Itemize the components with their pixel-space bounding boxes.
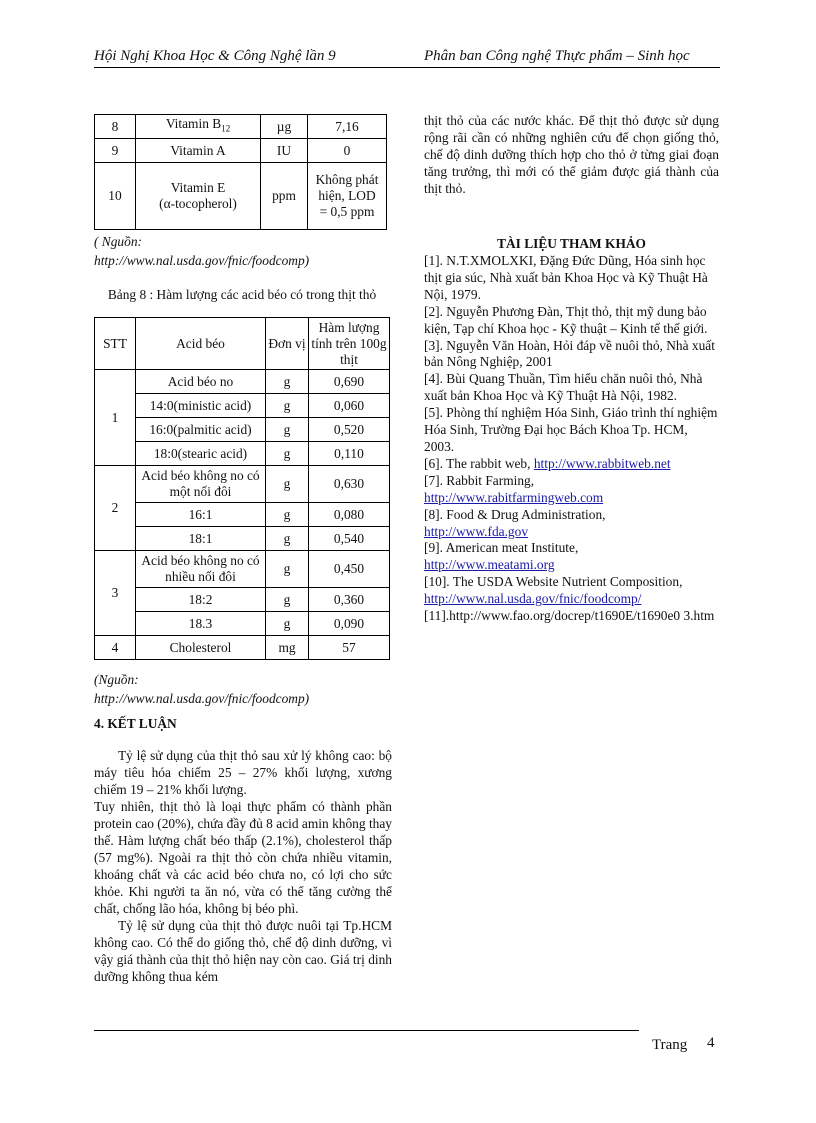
fatty-acid-table: [94, 317, 390, 660]
table-row: 18:1 g 0,540: [95, 527, 390, 551]
reference-item: [4]. Bùi Quang Thuần, Tìm hiểu chăn nuôi thỏ, Nhà xuất bản Khoa Học và Kỹ Thuật Hà Nội, 1982.: [424, 371, 703, 404]
table-row: 8 Vitamin $B_{12}$ µg 7,16: [95, 115, 387, 139]
reference-link[interactable]: http://www.fda.gov: [424, 523, 529, 539]
references-heading: TÀI LIỆU THAM KHẢO: [497, 236, 646, 251]
table-row: 10 Vitamin E (α-tocopherol) ppm Không phát hiện, LOD = 0,5 ppm: [95, 163, 387, 230]
table-row: 18.3 g 0,090: [95, 612, 390, 636]
table-row: 3 Acid béo không no có nhiều nối đôi g 0,450: [95, 551, 390, 588]
table-caption: Bảng 8 : Hàm lượng các acid béo có trong thịt thỏ: [107, 287, 377, 302]
reference-item: [9]. American meat Institute, http://www.meatami.org: [424, 540, 579, 573]
reference-link[interactable]: http://www.nal.usda.gov/fnic/foodcomp/: [424, 591, 642, 607]
footer-label: Trang: [652, 1037, 688, 1053]
reference-link[interactable]: http://www.meatami.org: [424, 557, 555, 573]
header-right: Phân ban Công nghệ Thực phẩm – Sinh học: [424, 48, 690, 64]
reference-item: [3]. Nguyễn Văn Hoàn, Hỏi đáp về nuôi thỏ, Nhà xuất bản Nông Nghiệp, 2001: [424, 337, 715, 370]
table-row: 1 Acid béo no g 0,690: [95, 370, 390, 394]
conclusion-continued: thịt thỏ của các nước khác. Để thịt thỏ được sử dụng rộng rãi cần có những nghiên cứu để chọn giống thỏ, chế độ dinh dưỡng thích hợp cho thỏ ở từng giai đoạn tăng trưởng, thì mới có thể giảm được giá thành của thịt thỏ.: [424, 113, 719, 196]
table-row: 14:0(ministic acid) g 0,060: [95, 394, 390, 418]
reference-item: [7]. Rabbit Farming, http://www.rabitfarmingweb.com: [424, 472, 604, 505]
header-rule: [94, 67, 720, 68]
source-note: (Nguồn: http://www.nal.usda.gov/fnic/foodcomp): [94, 672, 310, 706]
reference-item: [6]. The rabbit web, http://www.rabbitweb.net: [424, 455, 671, 471]
conclusion-text: Tỷ lệ sử dụng của thịt thỏ sau xử lý không cao: bộ máy tiêu hóa chiếm 25 – 27% khối lượng, xương chiếm 19 – 21% khối lượng. Tuy nhiên, thịt thỏ là loại thực phẩm có thành phần protein cao (20%), chứa đầy đủ 8 acid amin không thay thế. Hàm lượng chất béo thấp (2.1%), cholesterol thấp (57 mg%). Ngoài ra thịt thỏ còn chứa nhiều vitamin, khoáng chất và các acid béo chưa no, có lợi cho sức khỏe. Khi người ta ăn nó, vừa có thể tăng cường thể chất, chống lão hóa, không bị béo phì. Tỷ lệ sử dụng của thịt thỏ được nuôi tại Tp.HCM không cao. Có thể do giống thỏ, chế độ dinh dưỡng, vì vậy giá thành của thịt thỏ hiện nay còn cao. Giá trị dinh dưỡng không thua kém: [94, 748, 392, 984]
table-row: 2 Acid béo không no có một nối đôi g 0,630: [95, 466, 390, 503]
header-left: Hội Nghị Khoa Học & Công Nghệ lần 9: [94, 48, 336, 64]
reference-link[interactable]: http://www.rabitfarmingweb.com: [424, 489, 604, 505]
reference-link[interactable]: http://www.rabbitweb.net: [533, 455, 671, 471]
reference-item: [10]. The USDA Website Nutrient Composition, http://www.nal.usda.gov/fnic/foodcomp/: [424, 574, 683, 607]
table-row: 4 Cholesterol mg 57: [95, 636, 390, 660]
reference-item: [8]. Food & Drug Administration, http://www.fda.gov: [424, 506, 606, 539]
reference-item: [11].http://www.fao.org/docrep/t1690E/t1690e0 3.htm: [424, 608, 715, 624]
source-note: ( Nguồn: http://www.nal.usda.gov/fnic/foodcomp): [94, 234, 310, 268]
reference-item: [1]. N.T.XMOLXKI, Đặng Đức Dũng, Hóa sinh học thịt gia súc, Nhà xuất bản Khoa Học và Kỹ Thuật Hà Nội, 1979.: [424, 253, 708, 302]
page-number: 4: [707, 1035, 715, 1051]
table-row: 9 Vitamin A IU 0: [95, 139, 387, 163]
table-row: 16:1 g 0,080: [95, 503, 390, 527]
table-row: 18:0(stearic acid) g 0,110: [95, 442, 390, 466]
reference-item: [2]. Nguyễn Phương Đàn, Thịt thỏ, thịt mỹ dung bảo kiện, Tạp chí Khoa học - Kỹ thuật – Kinh tế thế giới.: [424, 303, 708, 336]
table-row: 16:0(palmitic acid) g 0,520: [95, 418, 390, 442]
section-heading: 4. KẾT LUẬN: [94, 716, 177, 731]
table-row: 18:2 g 0,360: [95, 588, 390, 612]
reference-item: [5]. Phòng thí nghiệm Hóa Sinh, Giáo trình thí nghiệm Hóa Sinh, Trường Đại học Bách Khoa Tp. HCM, 2003.: [424, 405, 718, 454]
footer-rule: [94, 1030, 639, 1031]
table-header-row: STT Acid béo Đơn vị Hàm lượng tính trên 100g thịt: [95, 318, 390, 370]
references-list: [424, 253, 720, 625]
vitamin-table: [94, 114, 387, 230]
